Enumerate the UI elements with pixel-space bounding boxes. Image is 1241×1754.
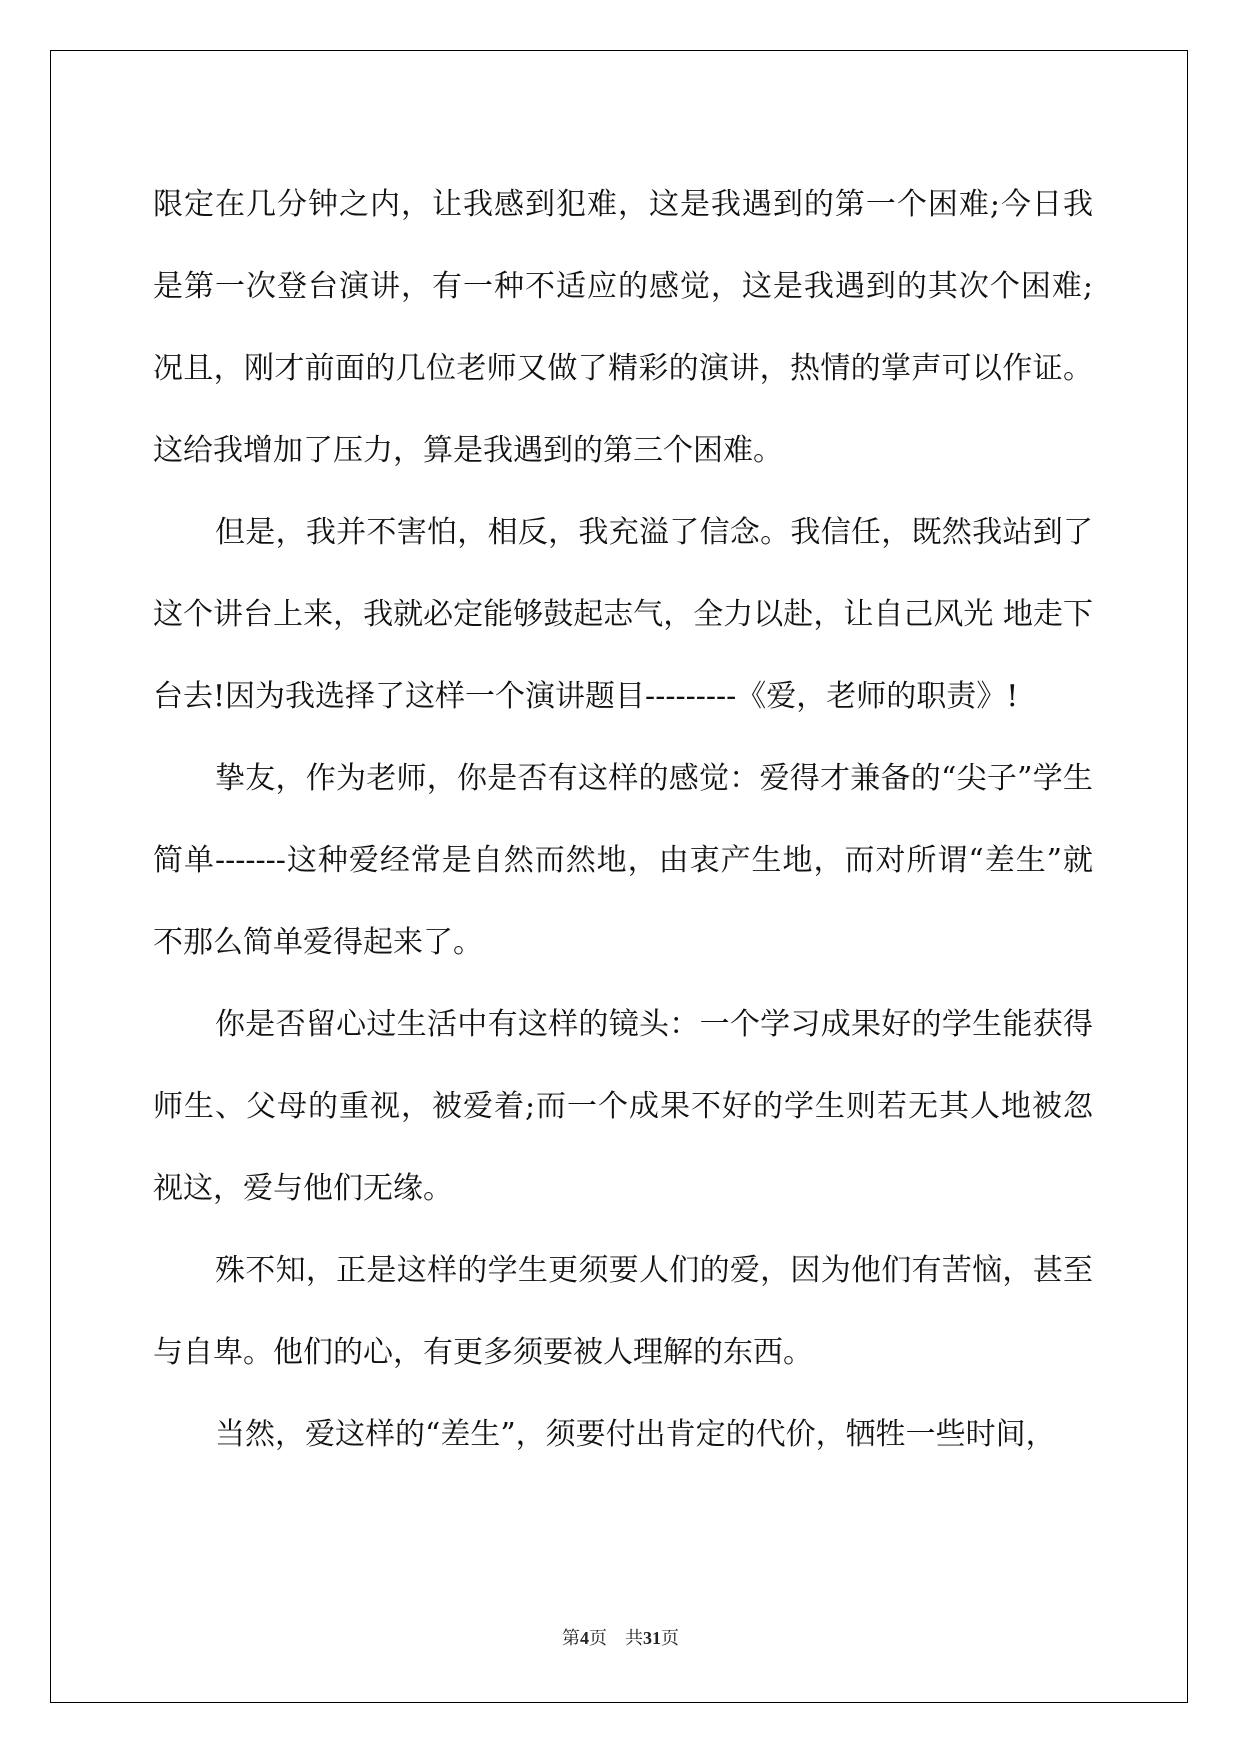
paragraph-4: 你是否留心过生活中有这样的镜头：一个学习成果好的学生能获得师生、父母的重视，被爱着;而一个成果不好的学生则若无其人地被忽视这，爱与他们无缘。 bbox=[153, 1007, 1093, 1206]
paragraph-5: 殊不知，正是这样的学生更须要人们的爱，因为他们有苦恼，甚至与自卑。他们的心，有更多须要被人理解的东西。 bbox=[153, 1253, 1093, 1370]
document-body bbox=[153, 164, 1093, 1476]
footer-total-suffix: 页 bbox=[661, 1628, 679, 1648]
paragraph-1: 限定在几分钟之内，让我感到犯难，这是我遇到的第一个困难;今日我是第一次登台演讲，有一种不适应的感觉，这是我遇到的其次个困难;况且，刚才前面的几位老师又做了精彩的演讲，热情的掌声可以作证。这给我增加了压力，算是我遇到的第三个困难。 bbox=[153, 187, 1093, 468]
footer-prefix: 第 bbox=[562, 1628, 580, 1648]
page-footer bbox=[0, 1624, 1241, 1650]
paragraph-3: 挚友，作为老师，你是否有这样的感觉：爱得才兼备的“尖子”学生简单-------这种爱经常是自然而然地，由衷产生地，而对所谓“差生”就不那么简单爱得起来了。 bbox=[153, 761, 1093, 960]
footer-total-prefix: 共 bbox=[625, 1628, 643, 1648]
footer-page-number: 4 bbox=[580, 1628, 589, 1648]
paragraph-2: 但是，我并不害怕，相反，我充溢了信念。我信任，既然我站到了这个讲台上来，我就必定能够鼓起志气，全力以赴，让自己风光 地走下台去!因为我选择了这样一个演讲题目---------《爱，老师的职责》! bbox=[153, 515, 1093, 714]
footer-total-pages: 31 bbox=[643, 1628, 661, 1648]
footer-page-suffix: 页 bbox=[589, 1628, 607, 1648]
paragraph-6: 当然，爱这样的“差生”，须要付出肯定的代价，牺牲一些时间， bbox=[215, 1417, 1056, 1452]
